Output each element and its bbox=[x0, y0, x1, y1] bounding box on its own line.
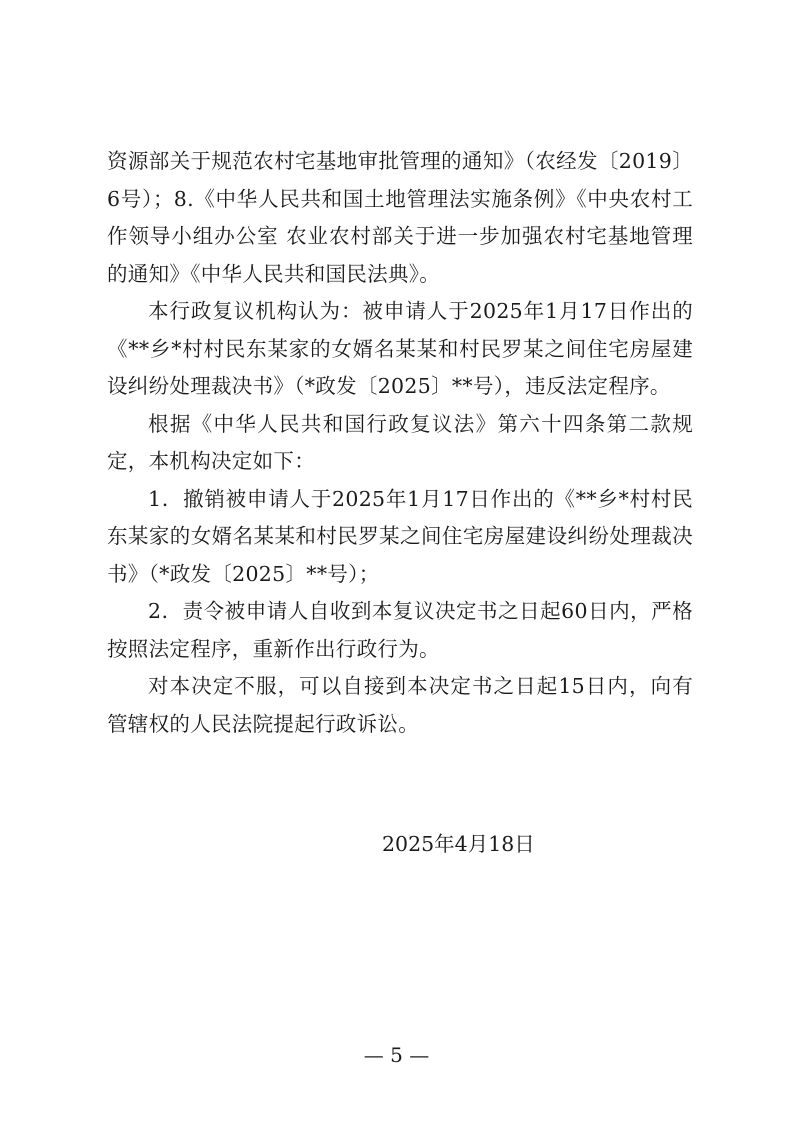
paragraph-decision-item-1: 1．撤销被申请人于2025年1月17日作出的《**乡*村村民东某家的女婿名某某和村民罗某之间住宅房屋建设纠纷处理裁决书》（*政发〔2025〕**号）； bbox=[107, 486, 693, 586]
paragraph-review-opinion: 本行政复议机构认为：被申请人于2025年1月17日作出的《**乡*村村民东某家的女婿名某某和村民罗某之间住宅房屋建设纠纷处理裁决书》（*政发〔2025〕**号），违反法定程序。 bbox=[107, 299, 693, 398]
document-date: 2025年4月18日 bbox=[382, 832, 535, 856]
paragraph-decision-item-2: 2．责令被申请人自收到本复议决定书之日起60日内，严格按照法定程序，重新作出行政行为。 bbox=[107, 599, 693, 661]
paragraph-appeal-notice: 对本决定不服，可以自接到本决定书之日起15日内，向有管辖权的人民法院提起行政诉讼。 bbox=[107, 674, 693, 736]
document-body bbox=[107, 143, 693, 743]
page-number: — 5 — bbox=[363, 1043, 430, 1067]
paragraph-decision-basis: 根据《中华人民共和国行政复议法》第六十四条第二款规定，本机构决定如下： bbox=[107, 411, 693, 473]
paragraph-legal-basis-continued: 资源部关于规范农村宅基地审批管理的通知》（农经发〔2019〕6号）；8.《中华人民共和国土地管理法实施条例》《中央农村工作领导小组办公室 农业农村部关于进一步加强农村宅基地管理的通知》《中华人民共和国民法典》。 bbox=[107, 149, 693, 286]
